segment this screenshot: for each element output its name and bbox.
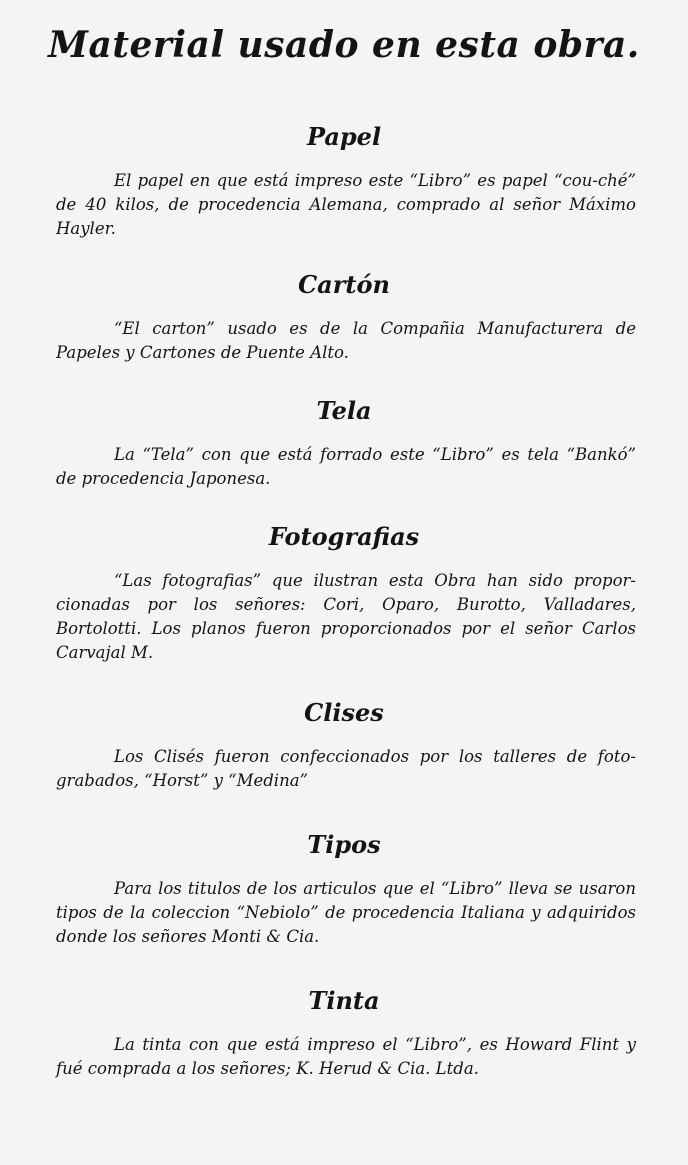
section-tipos [0,830,688,949]
section-tela [0,396,688,491]
section-heading: Tipos [307,830,381,859]
section-text: Los Clisés fueron confeccionados por los talleres de foto-grabados, “Horst” y “Medina” [56,747,636,790]
section-text: El papel en que está impreso este “Libro” es papel “cou-ché” de 40 kilos, de procedencia Alemana, comprado al señor Máximo Hayler. [56,171,636,238]
section-papel [0,122,688,241]
section-text: Para los titulos de los articulos que el “Libro” lleva se usaron tipos de la coleccion “Nebiolo” de procedencia Italiana y adquiridos donde los señores Monti & Cia. [56,879,636,946]
section-text: La tinta con que está impreso el “Libro”, es Howard Flint y fué comprada a los señores; K. Herud & Cia. Ltda. [56,1035,636,1078]
section-text: “Las fotografias” que ilustran esta Obra han sido propor-cionadas por los señores: Cori, Oparo, Burotto, Valladares, Bortolotti. Los planos fueron proporcionados por el señor Carlos Carvajal M. [56,571,636,662]
section-tinta [0,986,688,1081]
section-heading: Cartón [298,270,390,299]
section-text: La “Tela” con que está forrado este “Libro” es tela “Bankó” de procedencia Japonesa. [56,445,636,488]
page-title: Material usado en esta obra. [48,24,640,66]
section-heading: Clises [304,698,384,727]
section-carton [0,270,688,365]
section-fotografias [0,522,688,665]
section-clises [0,698,688,793]
section-heading: Papel [306,122,382,151]
section-heading: Fotografias [268,522,420,551]
section-text: “El carton” usado es de la Compañia Manufacturera de Papeles y Cartones de Puente Alto. [56,319,636,362]
section-heading: Tinta [308,986,380,1015]
section-heading: Tela [316,396,372,425]
